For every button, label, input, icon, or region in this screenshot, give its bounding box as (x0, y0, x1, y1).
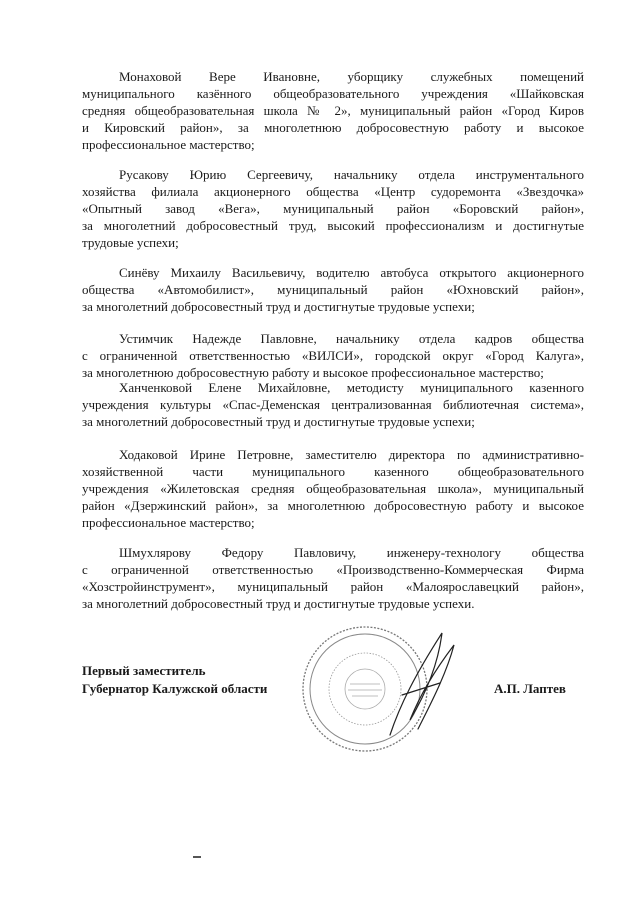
paragraph-line: район «Дзержинский район», за многолетнюю добросовестную работу и высокое (82, 498, 584, 513)
paragraph-line: «Опытный завод «Вега», муниципальный район «Боровский район», (82, 201, 584, 216)
paragraph-line: профессиональное мастерство; (82, 137, 255, 152)
paragraph-line: Ханченковой Елене Михайловне, методисту муниципального казенного (119, 380, 584, 395)
paragraph-line: за многолетний добросовестный труд и достигнутые трудовые успехи; (82, 299, 475, 314)
signatory-title (82, 662, 267, 698)
paragraph-line: с ограниченной ответственностью «Производственно-Коммерческая Фирма (82, 562, 584, 577)
paragraph-line: учреждения «Жилетовская средняя общеобразовательная школа», муниципальный (82, 481, 584, 496)
paragraph-line: трудовые успехи; (82, 235, 179, 250)
paragraph-line: за многолетний добросовестный труд и достигнутые трудовые успехи; (82, 414, 475, 429)
paragraph-line: Шмухлярову Федору Павловичу, инженеру-технологу общества (119, 545, 584, 560)
paragraph-sinev (82, 264, 584, 315)
paragraph-shmukhlyarov (82, 544, 584, 612)
paragraph-line: средняя общеобразовательная школа № 2», муниципальный район «Город Киров (82, 103, 584, 118)
paragraph-line: хозяйственной части муниципального казенного общеобразовательного (82, 464, 584, 479)
paragraph-line: и Кировский район», за многолетнюю добросовестную работу и высокое (82, 120, 584, 135)
paragraph-line: Русакову Юрию Сергеевичу, начальнику отдела инструментального (119, 167, 584, 182)
paragraph-line: Синёву Михаилу Васильевичу, водителю автобуса открытого акционерного (119, 265, 584, 280)
page-mark (193, 856, 201, 858)
paragraph-line: общества «Автомобилист», муниципальный район «Юхновский район», (82, 282, 584, 297)
paragraph-ustimchik (82, 330, 584, 381)
signatory-title-line1: Первый заместитель (82, 663, 206, 678)
paragraph-line: за многолетний добросовестный труд, высокий профессионализм и достигнутые (82, 218, 584, 233)
paragraph-line: профессиональное мастерство; (82, 515, 255, 530)
paragraph-line: Монаховой Вере Ивановне, уборщику служебных помещений (119, 69, 584, 84)
paragraph-line: хозяйства филиала акционерного общества «Центр судоремонта «Звездочка» (82, 184, 584, 199)
paragraph-line: «Хозстройинструмент», муниципальный район «Малоярославецкий район», (82, 579, 584, 594)
paragraph-line: Ходаковой Ирине Петровне, заместителю директора по административно- (119, 447, 584, 462)
paragraph-khanchenkova (82, 379, 584, 430)
paragraph-monakhova (82, 68, 584, 153)
paragraph-line: муниципального казённого общеобразовательного учреждения «Шайковская (82, 86, 584, 101)
signatory-title-line2: Губернатор Калужской области (82, 681, 268, 696)
paragraph-line: учреждения культуры «Спас-Деменская централизованная библиотечная система», (82, 397, 584, 412)
paragraph-khodakova (82, 446, 584, 531)
paragraph-line: с ограниченной ответственностью «ВИЛСИ», городской округ «Город Калуга», (82, 348, 584, 363)
paragraph-rusakov (82, 166, 584, 251)
signatory-name: А.П. Лаптев (494, 681, 566, 696)
paragraph-line: за многолетнюю добросовестную работу и высокое профессиональное мастерство; (82, 365, 544, 380)
handwritten-signature (380, 625, 460, 745)
paragraph-line: Устимчик Надежде Павловне, начальнику отдела кадров общества (119, 331, 584, 346)
paragraph-line: за многолетний добросовестный труд и достигнутые трудовые успехи. (82, 596, 475, 611)
